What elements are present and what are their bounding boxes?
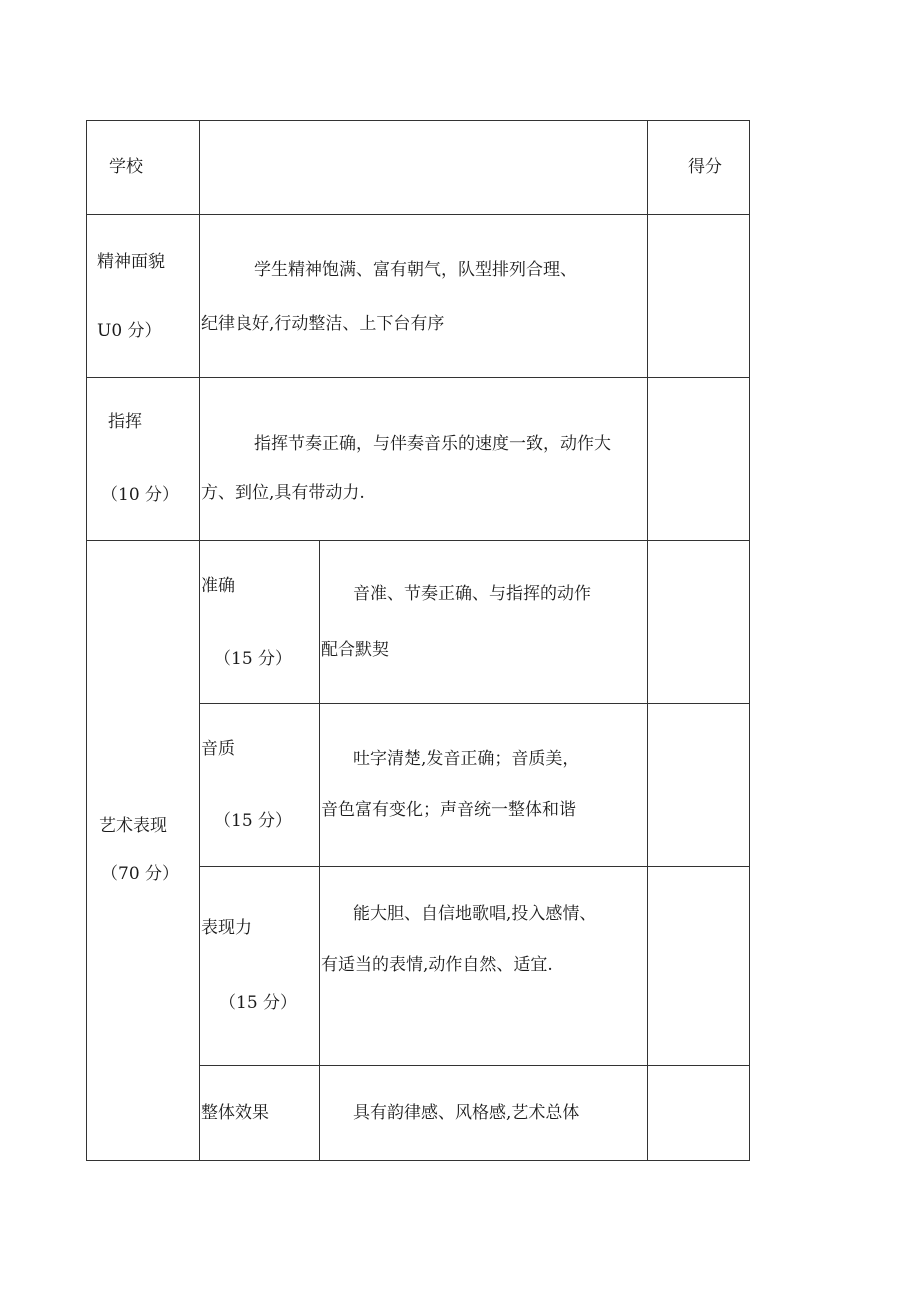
accuracy-description-line2: 配合默契	[321, 640, 389, 660]
sub-column-divider	[319, 540, 320, 1161]
sub-row-divider	[199, 866, 750, 867]
sub-row-divider	[199, 1065, 750, 1066]
expression-description-line1: 能大胆、自信地歌唱,投入感情、	[353, 904, 597, 924]
expression-description-line2: 有适当的表情,动作自然、适宜.	[321, 955, 553, 975]
conductor-points: （10 分）	[101, 485, 180, 505]
row-divider	[86, 214, 750, 215]
overall-description-line1: 具有韵律感、风格感,艺术总体	[353, 1103, 580, 1123]
accuracy-description-line1: 音准、节奏正确、与指挥的动作	[353, 584, 591, 604]
accuracy-points: （15 分）	[214, 649, 293, 669]
tone-points: （15 分）	[214, 811, 293, 831]
sub-row-divider	[199, 703, 750, 704]
spirit-description-line2: 纪律良好,行动整洁、上下台有序	[201, 314, 445, 334]
conductor-description-line2: 方、到位,具有带动力.	[201, 483, 365, 503]
spirit-description-line1: 学生精神饱满、富有朝气，队型排列合理、	[254, 260, 577, 280]
school-label: 学校	[109, 157, 143, 177]
row-divider	[86, 540, 750, 541]
expression-points: （15 分）	[219, 993, 298, 1013]
conductor-description-line1: 指挥节奏正确，与伴奏音乐的速度一致，动作大	[254, 434, 611, 454]
scoring-table	[86, 120, 750, 1161]
table-border-right	[749, 120, 750, 1161]
tone-title: 音质	[201, 739, 235, 759]
spirit-points: U0 分）	[97, 321, 162, 341]
art-title: 艺术表现	[99, 816, 167, 836]
overall-title: 整体效果	[201, 1103, 269, 1123]
tone-description-line2: 音色富有变化；声音统一整体和谐	[321, 800, 576, 820]
art-points: （70 分）	[101, 864, 180, 884]
score-label: 得分	[688, 157, 722, 177]
row-divider	[86, 377, 750, 378]
expression-title: 表现力	[201, 918, 252, 938]
accuracy-title: 准确	[201, 576, 235, 596]
spirit-title: 精神面貌	[97, 252, 165, 272]
score-column-divider	[647, 120, 648, 1161]
conductor-title: 指挥	[108, 412, 142, 432]
table-border-bottom	[86, 1160, 750, 1161]
column-divider	[199, 120, 200, 1161]
tone-description-line1: 吐字清楚,发音正确；音质美，	[353, 749, 580, 769]
table-border-left	[86, 120, 87, 1161]
table-border-top	[86, 120, 750, 121]
